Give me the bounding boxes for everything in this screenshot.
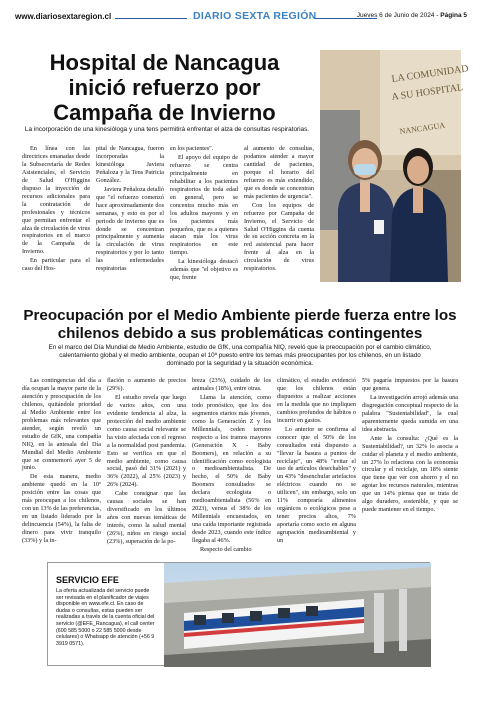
article2-col5-para-3: Ante la consulta: ¿Qué es la Sustentabilidad?, un 32% lo asocia a cuidar el planeta y el medio ambiente, un 27% lo relaciona con la economía circular y el reciclaje, un 18% siente que tiene que ver con ahorro y el no agotar los recursos naturales, mientras que un 14% piensa que se trata de algo duradero, sostenible, y que se puede mantener en el tiempo. bbox=[362, 434, 458, 514]
article1-col3-para-1: en los pacientes". bbox=[170, 145, 214, 152]
article2-col3-para-3: Respecto del cambio bbox=[200, 546, 252, 554]
article1-col3-para-3: La kinesióloga destacó además que "el objetivo es que, frente bbox=[170, 258, 238, 282]
article1-col2-para-2: Javiera Peñaloza detalló que "el refuerzo comenzó hace aproximadamente dos semanas, y esto es por el periodo de invierno que es donde se concentran principalmente y aumenta la circulación de virus respiratorios y por lo tanto las enfermedades respiratorias bbox=[96, 185, 164, 273]
article2-col5-para-1: 5% pagaría impuestos por la basura que genera. bbox=[362, 377, 458, 392]
article2-col2-para-2: El estudio revela que luego de varios años, con una evidente tendencia al alza, la protección del medio ambiente como causa social relevante se ha visto afectada con el regreso a la normalidad post pandemia. Esto se verifica en que el medio ambiente, como causa social, pasó del 31% (2021) y 36% (2022), al 25% (2023) y 26% (2024). bbox=[107, 393, 186, 489]
article1-photo bbox=[320, 50, 470, 282]
article1-headline: Hospital de Nancagua inició refuerzo por Campaña de Invierno bbox=[49, 50, 280, 125]
photo-sign-line-2: A SU HOSPITAL bbox=[390, 82, 464, 103]
site-url[interactable]: www.diariosextaregion.cl bbox=[15, 12, 112, 21]
article2-column-3 bbox=[192, 377, 271, 554]
article1-column-4 bbox=[244, 145, 314, 285]
header-rule-left bbox=[115, 18, 187, 19]
issue-date bbox=[357, 12, 467, 19]
article2-col2-para-3: Cabe consignar que las causas sociales se han diversificado en los últimos años con nuevas temáticas de interés, como la salud mental (26%), niños en riesgo social (23%), superación de la po- bbox=[107, 490, 186, 546]
article2-column-2 bbox=[107, 377, 186, 547]
article1-column-1 bbox=[22, 145, 90, 285]
issue-date-text: Jueves 6 de Junio de 2024 - bbox=[356, 12, 441, 19]
article2-col5-para-2: La investigación arrojó además una disgregación conceptual respecto de la palabra "Sustentabilidad", la cual aparentemente queda sumida en una idea abstracta. bbox=[362, 393, 458, 433]
article2-headline: Preocupación por el Medio Ambiente pierde fuerza entre los chilenos debido a sus problemáticas contingentes bbox=[23, 307, 457, 342]
article1-col4-para-2: Con los equipos de refuerzo por Campaña de Invierno, el Servicio de Salud O'Higgins da cuenta de su acción concreta en la red asistencial para hacer frente al alza en la circulación de virus respiratorios. bbox=[244, 201, 314, 273]
article2-col3-para-2: Llama la atención, como todo pronóstico, que los dos segmentos etarios más jóvenes, como la Generación Z y los Millennials, ceden terreno respecto a los tramos mayores (Generación X - Baby Boomers), en relación a su identificación como ecologista o medioambientalista. De hecho, el 50% de Baby Boomers consultados se declara ecologista o medioambientalista (56% en 2023), versus el 38% de los Millennials encuestados, en una caída importante registrada desde 2023, cuando este índice llegaba al 46%. bbox=[192, 393, 271, 545]
photo-sign-line-1: LA COMUNIDAD bbox=[390, 63, 470, 85]
page-number: Página 5 bbox=[440, 12, 467, 19]
article2-col3-para-1: breza (23%), cuidado de los animales (18%), entre otras. bbox=[192, 377, 271, 392]
article2-column-5 bbox=[362, 377, 458, 547]
masthead: DIARIO SEXTA REGIÓN bbox=[193, 10, 317, 22]
article1-column-2 bbox=[96, 145, 164, 285]
servicio-efe-text bbox=[48, 563, 164, 667]
article1-col3-para-2: El apoyo del equipo de refuerzo se centra principalmente en rehabilitar a los pacientes respiratorios de toda edad en general, pero se concentra mucho más en los adultos mayores y en los pacientes más pequeños, que es a quienes atacan más los virus respiratorios en este tiempo. bbox=[170, 153, 238, 257]
hospital-staff-photo-icon bbox=[320, 50, 470, 282]
article1-subhead: La incorporación de una kinesióloga y una tens permitirá enfrentar el alza de consultas respiratorias. bbox=[24, 126, 310, 133]
article1-col2-para-1: pital de Nancagua, fueron incorporadas la kinesióloga Javiera Peñaloza y la Tens Patricia González. bbox=[96, 145, 164, 184]
article2-column-4 bbox=[277, 377, 356, 547]
article1-col1-para-2: En particular para el caso del Hos- bbox=[22, 257, 90, 273]
servicio-efe-title: SERVICIO EFE bbox=[56, 575, 119, 585]
photo-sign-line-3: NANCAGUA bbox=[399, 120, 446, 136]
article2-col4-para-1: climático, el estudio evidenció que los chilenos están dispuestos a realizar acciones en la medida que no impliquen cambios profundos de hábitos o incurrir en gastos. bbox=[277, 377, 356, 424]
article2-col4-para-2: Lo anterior se confirma al conocer que el 50% de los consultados está dispuesto a "llevar la basura a puntos de reciclaje", un 48% "evitar el uso de artículos desechables" y un 43% "desenchufar artefactos eléctricos cuando no se utilicen", sin embargo, solo un 11% compraría alimentos orgánicos o ecológicos pese a tener precios altos, 7% aportaría como socio en alguna agrupación medioambiental y un bbox=[277, 425, 356, 545]
article1-column-3 bbox=[170, 145, 238, 285]
article1-col4-para-1: al aumento de consultas, podamos atender a mayor cantidad de pacientes, porque el horario del refuerzo es más extendido, que es donde se concentran más pacientes de urgencia". bbox=[244, 145, 314, 200]
train-station-photo-icon bbox=[164, 563, 431, 667]
article2-col2-para-1: flación o aumento de precios (29%). bbox=[107, 377, 186, 392]
article2-col1-para-2: De esta manera, medio ambiente quedó en la 10º posición entre las cosas que más preocupan a los chilenos, con un 13% de las preferencias, en un listado liderado por la delincuencia (54%), la falta de dinero para vivir tranquilo (33%) y la in- bbox=[22, 473, 101, 545]
top-bar bbox=[15, 10, 467, 26]
servicio-efe-body: La oferta actualizada del servicio puede ser revisada en el planificador de viajes disponible en www.efe.cl. En caso de dudas o consultas, estas pueden ser realizadas a través de la cuenta oficial del servicio (@EFE_Rancagua), el call center (600 585 5000 o 22 585 5000 desde celulares) o Whatsapp de atención (+56 9 3919 0571). bbox=[56, 588, 155, 647]
article1-col1-para-1: En línea con las directrices emanadas desde la Subsecretaría de Redes Asistenciales, el Servicio de Salud O'Higgins dispuso la inyección de recursos adicionales para la contratación de profesionales y técnicos que permitan enfrentar el alza de circulación de virus respiratorios en el marco de la Campaña de Invierno. bbox=[22, 145, 90, 256]
article2-column-1 bbox=[22, 377, 101, 547]
article2-col1-para-1: Las contingencias del día a día ocupan la mayor parte de la atención y preocupación de los chilenos, quitándole prioridad al Medio Ambiente entre los problemas más relevantes que atender, según reveló un estudio de GfK, una compañía NIQ, en la antesala del Día Mundial del Medio Ambiente que se conmemoró ayer 5 de junio. bbox=[22, 377, 101, 472]
article2-subhead: En el marco del Día Mundial de Medio Ambiente, estudio de GfK, una compañía NIQ, reveló que la preocupación por el cambio climático, calentamiento global y el medio ambiente, ocupan el 10º puesto entre los temas más preocupantes por los chilenos, en un listado dominado por la seguridad y la situación económica. bbox=[48, 344, 432, 367]
servicio-efe-box bbox=[47, 562, 430, 666]
